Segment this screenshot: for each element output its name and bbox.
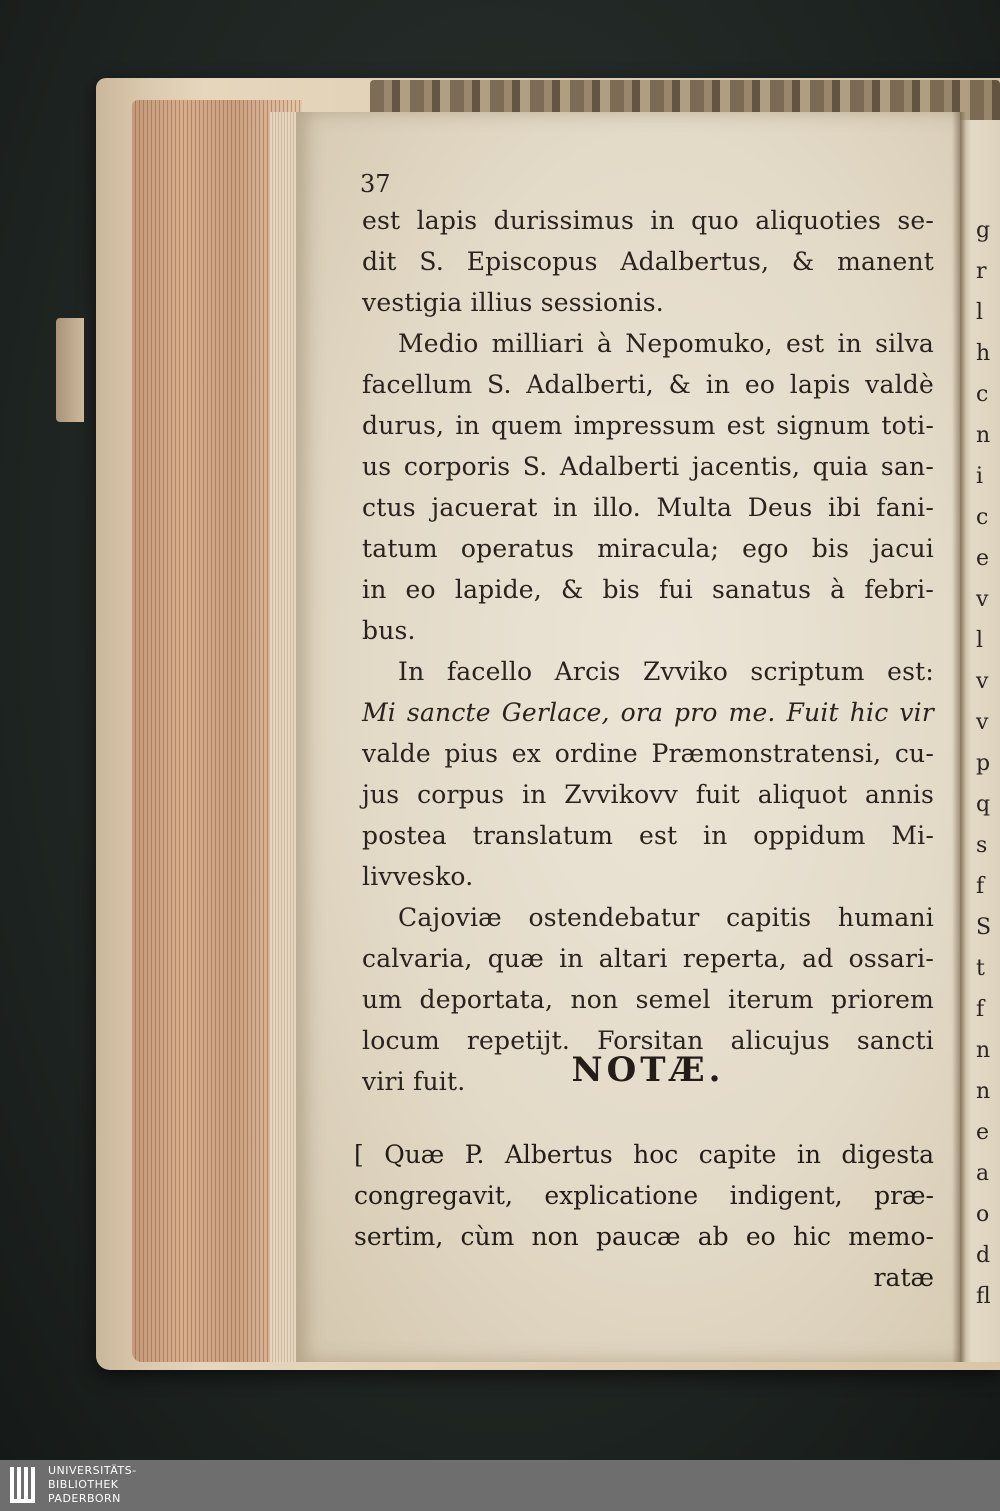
logo-line: UNIVERSITÄTS- [48, 1464, 137, 1477]
page-number: 37 [360, 170, 391, 198]
page-gutter [952, 112, 966, 1362]
margin-letter: t [976, 956, 985, 981]
margin-letter: v [976, 669, 989, 694]
margin-letter: c [976, 505, 989, 530]
margin-letter: r [976, 259, 987, 284]
text-line: Mi sancte Gerlace, ora pro me. Fuit hic vir [362, 698, 934, 727]
margin-letter: fl [976, 1284, 991, 1309]
margin-letter: g [976, 218, 991, 243]
text-line: valde pius ex ordine Præmonstratensi, cu- [362, 739, 934, 768]
margin-letter: p [976, 751, 991, 776]
text-line: vestigia illius sessionis. [362, 288, 664, 317]
text-line: um deportata, non semel iterum priorem [362, 985, 934, 1014]
text-line: bus. [362, 616, 416, 645]
logo-line: PADERBORN [48, 1492, 121, 1505]
margin-letter: d [976, 1243, 991, 1268]
text-line: durus, in quem impressum est signum toti- [362, 411, 934, 440]
margin-letter: f [976, 997, 985, 1022]
footer-bar [0, 1460, 1000, 1511]
next-page-margin-letters [976, 210, 1000, 1309]
notes-heading: NOTÆ. [571, 1050, 725, 1090]
catchword: ratæ [873, 1263, 934, 1292]
margin-letter: S [976, 915, 992, 940]
text-line: in eo lapide, & bis fui sanatus à febri- [362, 575, 934, 604]
margin-letter: e [976, 546, 990, 571]
text-line: ctus jacuerat in illo. Multa Deus ibi fani- [362, 493, 934, 522]
text-line: tatum operatus miracula; ego bis jacui [362, 534, 934, 563]
text-line: livvesko. [362, 862, 474, 891]
margin-letter: h [976, 341, 991, 366]
margin-letter: v [976, 587, 989, 612]
margin-letter: c [976, 382, 989, 407]
note-line: congregavit, explicatione indigent, præ- [354, 1181, 934, 1210]
margin-letter: n [976, 1038, 991, 1063]
text-line: dit S. Episcopus Adalbertus, & manent [362, 247, 934, 276]
library-logo-icon [8, 1463, 40, 1507]
logo-line: BIBLIOTHEK [48, 1478, 119, 1491]
text-line: viri fuit. [362, 1067, 466, 1096]
text-line: locum repetijt. Forsitan alicujus sancti [362, 1026, 934, 1055]
text-line: Cajoviæ ostendebatur capitis humani [398, 903, 934, 932]
margin-letter: v [976, 710, 989, 735]
margin-letter: i [976, 464, 984, 489]
text-line: est lapis durissimus in quo aliquoties se- [362, 206, 934, 235]
margin-letter: l [976, 300, 984, 325]
notes-text [354, 1134, 934, 1298]
text-line: postea translatum est in oppidum Mi- [362, 821, 934, 850]
margin-letter: q [976, 792, 991, 817]
note-line: sertim, cùm non paucæ ab eo hic memo- [354, 1222, 934, 1251]
text-line: jus corpus in Zvvikovv fuit aliquot annis [362, 780, 934, 809]
text-line: us corporis S. Adalberti jacentis, quia san- [362, 452, 934, 481]
margin-letter: s [976, 833, 988, 858]
margin-letter: e [976, 1120, 990, 1145]
note-line: [ Quæ P. Albertus hoc capite in digesta [354, 1140, 934, 1169]
page-body-text [362, 200, 934, 1102]
text-line: In facello Arcis Zvviko scriptum est: [398, 657, 934, 686]
text-line: facellum S. Adalberti, & in eo lapis valdè [362, 370, 934, 399]
margin-letter: f [976, 874, 985, 899]
margin-letter: a [976, 1161, 990, 1186]
margin-letter: l [976, 628, 984, 653]
margin-letter: n [976, 423, 991, 448]
margin-letter: n [976, 1079, 991, 1104]
text-line: calvaria, quæ in altari reperta, ad ossari- [362, 944, 934, 973]
library-logo-text [48, 1464, 137, 1506]
text-line: Medio milliari à Nepomuko, est in silva [398, 329, 934, 358]
margin-letter: o [976, 1202, 990, 1227]
bookmark-tab [56, 318, 84, 422]
